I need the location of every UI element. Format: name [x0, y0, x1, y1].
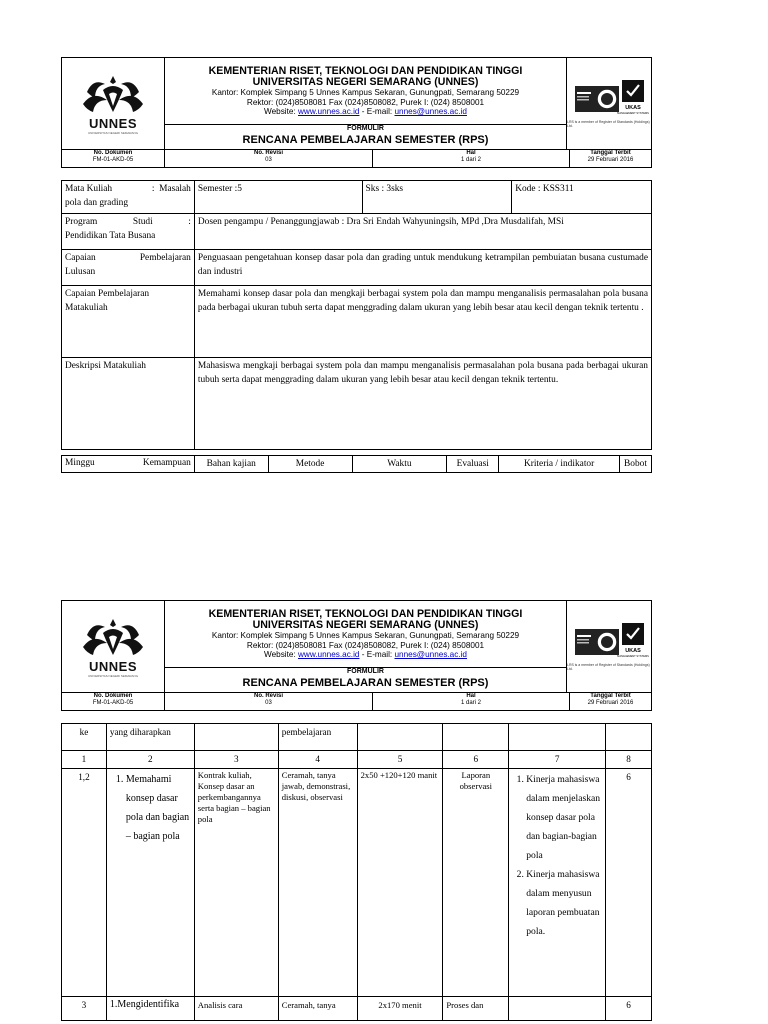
website-link[interactable]: www.unnes.ac.id	[298, 650, 360, 660]
col-number: 5	[357, 751, 443, 769]
col-ke: ke	[62, 724, 107, 751]
col-bobot: Bobot	[619, 456, 651, 473]
cpl-label-cell: Capaian Pembelajaran Lulusan	[62, 250, 195, 286]
email-link[interactable]: unnes@unnes.ac.id	[394, 107, 467, 117]
column-number-row	[62, 751, 652, 769]
form-label: FORMULIR	[347, 668, 384, 675]
revision-cell: No. Revisi 03	[165, 150, 373, 167]
week-cell: 3	[62, 997, 107, 1021]
weight-cell: 6	[606, 997, 652, 1021]
office-address: Kantor: Komplek Simpang 5 Unnes Kampus Sekaran, Gunungpati, Semarang 50229	[211, 88, 520, 97]
certification-logos	[566, 58, 651, 149]
issue-date-cell: Tanggal Terbit 29 Februari 2016	[587, 693, 634, 706]
email-link[interactable]: unnes@unnes.ac.id	[394, 650, 467, 660]
col-blank-3	[194, 724, 278, 751]
time-cell: 2x170 menit	[357, 997, 443, 1021]
email-label: - E-mail:	[359, 650, 393, 660]
week-cell: 1,2	[62, 769, 107, 997]
criteria-cell	[509, 769, 606, 997]
semester-cell: Semester :5	[194, 181, 362, 214]
material-cell: Analisis cara	[194, 997, 278, 1021]
col-blank-5	[357, 724, 443, 751]
col-evaluasi: Evaluasi	[447, 456, 499, 473]
office-address: Kantor: Komplek Simpang 5 Unnes Kampus Sekaran, Gunungpati, Semarang 50229	[211, 631, 520, 640]
table-row	[62, 769, 652, 997]
time-cell: 2x50 +120+120 manit	[357, 769, 443, 997]
table-row	[62, 997, 652, 1021]
course-name-cell: Mata Kuliah : Masalah pola dan grading	[62, 181, 195, 214]
ukas-sublabel: MANAGEMENT SYSTEMS	[616, 111, 649, 115]
ministry-name: KEMENTERIAN RISET, TEKNOLOGI DAN PENDIDIKAN TINGGI	[208, 65, 523, 77]
doc-number-cell: No. Dokumen FM-01-AKD-05	[62, 150, 165, 167]
learning-plan-table	[61, 723, 652, 1021]
university-name: UNIVERSITAS NEGERI SEMARANG (UNNES)	[252, 76, 479, 88]
form-title: RENCANA PEMBELAJARAN SEMESTER (RPS)	[242, 134, 489, 146]
website-label: Website:	[264, 650, 296, 660]
revision-cell: No. Revisi 03	[165, 693, 373, 710]
ministry-name: KEMENTERIAN RISET, TEKNOLOGI DAN PENDIDIKAN TINGGI	[208, 608, 523, 620]
certification-logos	[566, 601, 651, 692]
email-label: - E-mail:	[359, 107, 393, 117]
cpmk-label-cell: Capaian Pembelajaran Matakuliah	[62, 286, 195, 358]
col-blank-6	[443, 724, 509, 751]
page-cell: Hal 1 dari 2	[373, 150, 570, 167]
col-kriteria: Kriteria / indikator	[499, 456, 620, 473]
form-label: FORMULIR	[347, 125, 384, 132]
evaluation-cell: Proses dan	[443, 997, 509, 1021]
col-waktu: Waktu	[352, 456, 447, 473]
contact-line	[165, 107, 566, 117]
evaluation-cell: Laporan observasi	[443, 769, 509, 997]
lrqa-certification-icon	[575, 627, 619, 657]
method-cell: Ceramah, tanya	[278, 997, 357, 1021]
description-label-cell: Deskripsi Matakuliah	[62, 358, 195, 450]
document-header	[61, 57, 652, 168]
ukas-sublabel: MANAGEMENT SYSTEMS	[616, 654, 649, 658]
col-number: 3	[194, 751, 278, 769]
website-link[interactable]: www.unnes.ac.id	[298, 107, 360, 117]
unnes-logo	[62, 58, 165, 149]
ukas-label: UKAS	[624, 647, 641, 654]
col-number: 7	[509, 751, 606, 769]
cpl-value-cell: Penguasaan pengetahuan konsep dasar pola dan grading untuk mendukung ketrampilan pembuiatan busana custumade dan industri	[194, 250, 651, 286]
criteria-item: 1. Kinerja mahasiswa dalam menjelaskan konsep dasar pola dan bagian-bagian pola	[526, 770, 602, 865]
col-number: 6	[443, 751, 509, 769]
col-bahan: Bahan kajian	[194, 456, 268, 473]
unnes-emblem-icon	[81, 72, 145, 116]
course-code-cell: Kode : KSS311	[512, 181, 652, 214]
issue-date-cell: Tanggal Terbit 29 Februari 2016	[587, 150, 634, 163]
col-pembelajaran: pembelajaran	[278, 724, 357, 751]
contact-line	[165, 650, 566, 660]
unnes-logo	[62, 601, 165, 692]
lecturer-cell: Dosen pengampu / Penanggungjawab : Dra Sri Endah Wahyuningsih, MPd ,Dra Musdalifah, MSi	[194, 214, 651, 250]
study-program-cell: Program Studi : Pendidikan Tata Busana	[62, 214, 195, 250]
certification-note: LRS is a member of Register of Standards (Holdings) Ltd.	[567, 662, 650, 671]
logo-wordmark: UNNES	[88, 659, 137, 674]
website-label: Website:	[264, 107, 296, 117]
document-header-page2	[61, 600, 652, 711]
logo-subtitle: UNIVERSITAS NEGERI SEMARANG	[87, 131, 139, 135]
plan-header-row	[61, 455, 652, 473]
logo-subtitle: UNIVERSITAS NEGERI SEMARANG	[87, 674, 139, 678]
ukas-certification-icon	[616, 80, 649, 118]
unnes-emblem-icon	[81, 615, 145, 659]
col-minggu-kemampuan: Minggu Kemampuan	[62, 456, 195, 473]
form-title: RENCANA PEMBELAJARAN SEMESTER (RPS)	[242, 677, 489, 689]
ability-cell: 1.Mengidentifika	[106, 997, 194, 1021]
col-number: 4	[278, 751, 357, 769]
university-name: UNIVERSITAS NEGERI SEMARANG (UNNES)	[252, 619, 479, 631]
description-value-cell: Mahasiswa mengkaji berbagai system pola dan mampu menganalisis permasalahan pola busana pada berbagai ukuran tubuh serta dapat menggrading dalam ukuran yang lebih besar atau kecil dengan teknik tertentu.	[194, 358, 651, 450]
cpmk-value-cell: Memahami konsep dasar pola dan mengkaji berbagai system pola dan mampu menganalisis permasalahan pola busana pada berbagai ukuran tubuh serta dapat menggrading dalam ukuran yang lebih besar atau kecil dengan teknik tertentu .	[194, 286, 651, 358]
col-metode: Metode	[268, 456, 352, 473]
logo-wordmark: UNNES	[88, 116, 137, 131]
col-number: 8	[606, 751, 652, 769]
doc-number-cell: No. Dokumen FM-01-AKD-05	[62, 693, 165, 710]
criteria-cell	[509, 997, 606, 1021]
course-info-table	[61, 180, 652, 450]
criteria-item: 2. Kinerja mahasiswa dalam menyusun laporan pembuatan pola.	[526, 865, 602, 941]
col-number: 2	[106, 751, 194, 769]
col-diharapkan: yang diharapkan	[106, 724, 194, 751]
col-blank-8	[606, 724, 652, 751]
ukas-certification-icon	[616, 623, 649, 661]
certification-note: LRS is a member of Register of Standards (Holdings) Ltd.	[567, 119, 650, 128]
weight-cell: 6	[606, 769, 652, 997]
method-cell: Ceramah, tanya jawab, demonstrasi, diskusi, observasi	[278, 769, 357, 997]
phone-numbers: Rektor: (024)8508081 Fax (024)8508082, Purek I: (024) 8508001	[246, 640, 485, 650]
material-cell: Kontrak kuliah, Konsep dasar an perkembangannya serta bagian – bagian pola	[194, 769, 278, 997]
col-number: 1	[62, 751, 107, 769]
page-cell: Hal 1 dari 2	[373, 693, 570, 710]
sks-cell: Sks : 3sks	[362, 181, 512, 214]
ukas-label: UKAS	[624, 104, 641, 111]
phone-numbers: Rektor: (024)8508081 Fax (024)8508082, Purek I: (024) 8508001	[246, 97, 485, 107]
col-blank-7	[509, 724, 606, 751]
ability-cell: 1. Memahami konsep dasar pola dan bagian – bagian pola	[106, 769, 194, 997]
lrqa-certification-icon	[575, 84, 619, 114]
